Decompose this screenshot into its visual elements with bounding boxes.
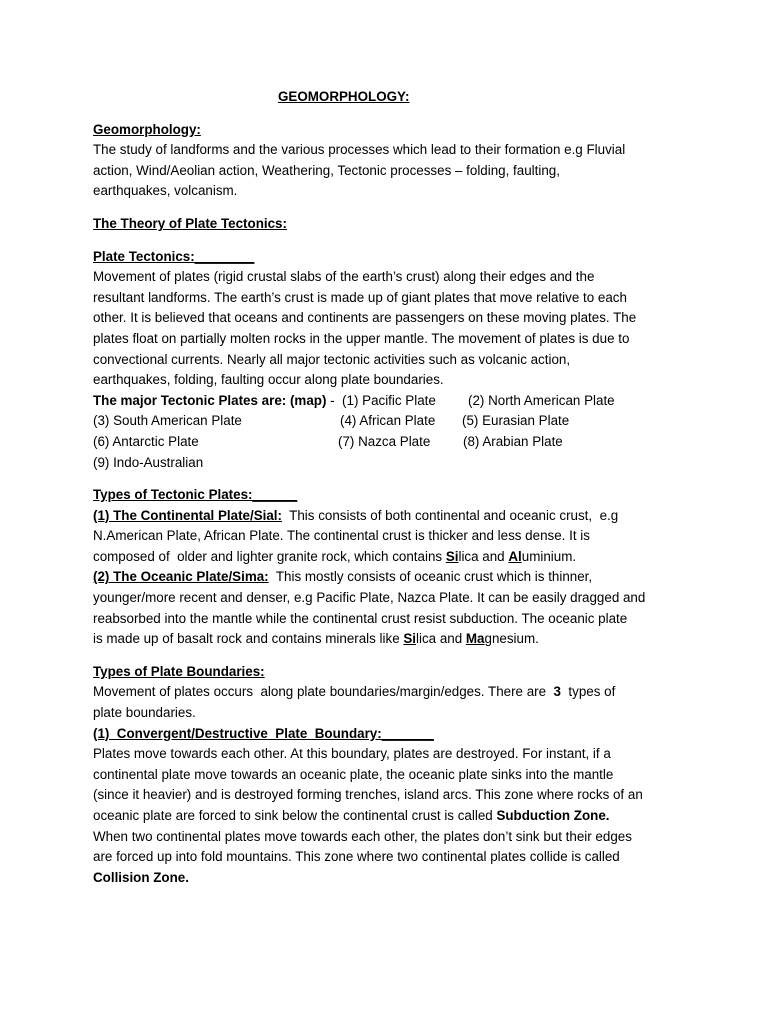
plate-item: (4) African Plate (340, 413, 436, 429)
paragraph-line: are forced up into fold mountains. This zone where two continental plates collide is called (93, 849, 620, 865)
section-plate-boundaries (93, 662, 693, 889)
paragraph-line: plates float on partially molten rocks in the upper mantle. The movement of plates is due to (93, 330, 630, 346)
oceanic-last-line (93, 629, 693, 650)
page-title: GEOMORPHOLOGY: (278, 89, 410, 104)
paragraph-line: convectional currents. Nearly all major tectonic activities such as volcanic action, (93, 351, 571, 367)
major-plates-sep: - (326, 392, 343, 408)
plate-item: (7) Nazca Plate (338, 433, 431, 449)
paragraph-text: oceanic plate are forced to sink below the continental crust is called (93, 808, 497, 823)
subduction-zone-term: Subduction Zone. (496, 808, 610, 823)
continental-line (93, 506, 693, 527)
plate-item: (2) North American Plate (468, 392, 615, 408)
plate-tectonics-heading: Plate Tectonics: (93, 248, 195, 264)
ma-emphasis: Ma (465, 631, 485, 647)
plate-tectonics-heading-row (93, 247, 693, 268)
paragraph-text: This consists of both continental and oceanic crust, e.g (281, 507, 619, 523)
paragraph-text: Movement of plates occurs along plate boundaries/margin/edges. There are (93, 684, 554, 700)
al-emphasis: Al (508, 548, 522, 564)
plates-row-1 (93, 391, 693, 412)
section-types-of-plates (93, 485, 693, 650)
plates-row-2 (93, 411, 693, 432)
paragraph-text: composed of older and lighter granite rock, which contains (93, 548, 446, 564)
paragraph-text: gnesium. (484, 631, 539, 647)
paragraph-line: earthquakes, volcanism. (93, 183, 238, 199)
heading-underline-fill: ________ (194, 248, 255, 264)
paragraph-line: action, Wind/Aeolian action, Weathering, Tectonic processes – folding, faulting, (93, 162, 560, 178)
plate-item: (5) Eurasian Plate (462, 413, 570, 429)
paragraph-text: lica and (458, 548, 509, 564)
paragraph-line: plate boundaries. (93, 705, 196, 721)
paragraph-text: This mostly consists of oceanic crust which is thinner, (268, 569, 593, 585)
heading-underline-fill: ______ (252, 487, 298, 503)
boundary-count: 3 (553, 684, 561, 700)
boundaries-heading: Types of Plate Boundaries: (93, 663, 265, 679)
document-page (93, 87, 693, 888)
paragraph-line: other. It is believed that oceans and continents are passengers on these moving plates. The (93, 310, 637, 326)
geomorphology-heading: Geomorphology: (93, 121, 201, 137)
paragraph-line: earthquakes, folding, faulting occur along plate boundaries. (93, 372, 444, 388)
paragraph-line: (since it heavier) and is destroyed forming trenches, island arcs. This zone where rocks of an (93, 787, 643, 803)
boundaries-intro (93, 682, 693, 703)
continental-label: (1) The Continental Plate/Sial: (93, 507, 282, 523)
plate-item: (8) Arabian Plate (463, 433, 563, 449)
plate-item: (6) Antarctic Plate (93, 433, 199, 449)
paragraph-text: lica and (416, 631, 466, 647)
paragraph-line: The study of landforms and the various processes which lead to their formation e.g Fluvial (93, 142, 626, 158)
si-emphasis: Si (403, 631, 417, 647)
paragraph-text: is made up of basalt rock and contains minerals like (93, 631, 404, 647)
paragraph-line: When two continental plates move towards each other, the plates don’t sink but their edges (93, 828, 632, 844)
types-plates-heading: Types of Tectonic Plates: (93, 487, 253, 503)
section-geomorphology (93, 120, 693, 202)
paragraph-line: continental plate move towards an oceanic plate, the oceanic plate sinks into the mantle (93, 766, 614, 782)
plate-item: (3) South American Plate (93, 413, 242, 429)
major-plates-label: The major Tectonic Plates are: (map) (93, 392, 327, 408)
convergent-heading-row (93, 724, 693, 745)
oceanic-line (93, 567, 693, 588)
paragraph-line: Plates move towards each other. At this boundary, plates are destroyed. For instant, if a (93, 746, 611, 762)
oceanic-label: (2) The Oceanic Plate/Sima: (93, 569, 269, 585)
paragraph-text: uminium. (521, 548, 577, 564)
paragraph-line: reabsorbed into the mantle while the continental crust resist subduction. The oceanic plate (93, 610, 628, 626)
collision-zone-term: Collision Zone. (93, 869, 189, 885)
paragraph-line: N.American Plate, African Plate. The continental crust is thicker and less dense. It is (93, 528, 590, 544)
plates-row-3 (93, 432, 693, 453)
types-plates-heading-row (93, 485, 693, 506)
theory-heading: The Theory of Plate Tectonics: (93, 215, 287, 231)
heading-underline-fill: _______ (381, 725, 434, 741)
si-emphasis: Si (445, 548, 459, 564)
continental-last-line (93, 547, 693, 568)
collision-line (93, 868, 693, 889)
section-plate-tectonics (93, 247, 693, 474)
paragraph-line: younger/more recent and denser, e.g Pacific Plate, Nazca Plate. It can be easily dragged and (93, 590, 646, 606)
paragraph-text: types of (560, 684, 616, 700)
plate-item: (9) Indo-Australian (93, 454, 204, 470)
convergent-heading: (1) Convergent/Destructive Plate Boundary: (93, 725, 382, 741)
paragraph-line: Movement of plates (rigid crustal slabs of the earth’s crust) along their edges and the (93, 269, 595, 285)
subduction-line (93, 806, 693, 827)
plate-item: (1) Pacific Plate (342, 392, 436, 408)
paragraph-line: resultant landforms. The earth’s crust is made up of giant plates that move relative to each (93, 289, 627, 305)
